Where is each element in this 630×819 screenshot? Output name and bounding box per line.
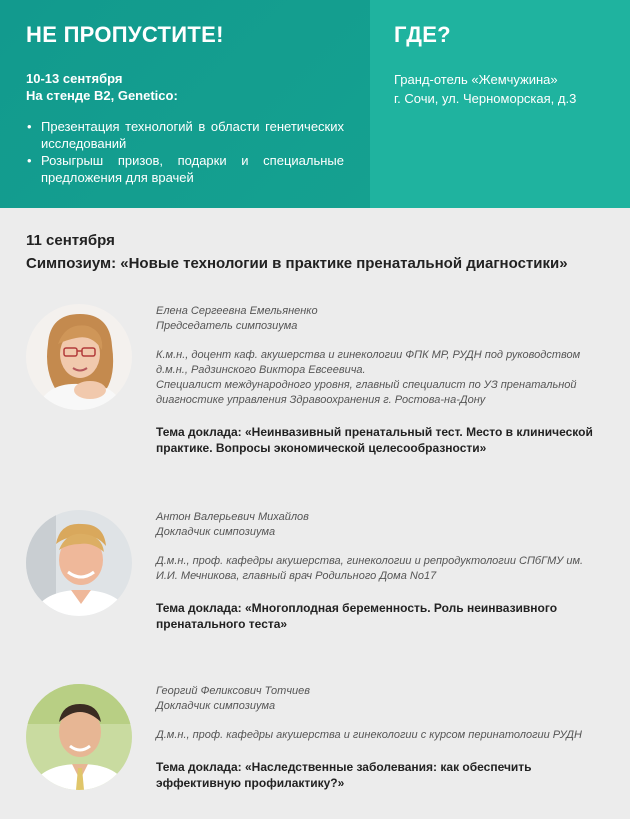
speaker-topic: Тема доклада: «Многоплодная беременность. Роль неинвазивного пренатального теста» [156, 601, 558, 631]
promo-booth: На стенде B2, Genetico: [26, 88, 178, 103]
symposium-header [26, 232, 616, 272]
symposium-title: Симпозиум: «Новые технологии в практике пренатальной диагностики» [26, 255, 568, 272]
speaker-bio: Специалист международного уровня, главный специалист по УЗ пренатальной диагностике управления Здравоохранения г. Ростова-на-Дону [156, 379, 577, 406]
where-hotel: Гранд-отель «Жемчужина» [394, 72, 558, 87]
speaker-bio: К.м.н., доцент каф. акушерства и гинекологии ФПК МР, РУДН под руководством д.м.н., Радзинского Виктора Евсеевича. [156, 349, 581, 376]
top-banner [0, 0, 630, 208]
speaker-topic: Тема доклада: «Неинвазивный пренатальный тест. Место в клинической практике. Вопросы экономической целесообразности» [156, 425, 593, 455]
promo-bullet: • Розыгрыш призов, подарки и специальные предложения для врачей [26, 152, 344, 186]
where-panel [370, 0, 630, 208]
speaker-photo [26, 684, 132, 790]
speaker-info [156, 684, 606, 791]
speaker-info [156, 304, 606, 456]
speaker-info [156, 510, 606, 632]
speaker-topic: Тема доклада: «Наследственные заболевания: как обеспечить эффективную профилактику?» [156, 760, 532, 790]
where-address: г. Сочи, ул. Черноморская, д.3 [394, 91, 577, 106]
speaker-role: Докладчик симпозиума [156, 700, 276, 712]
promo-title: НЕ ПРОПУСТИТЕ! [26, 22, 224, 47]
speaker-name: Георгий Феликсович Тотчиев [156, 685, 310, 697]
speaker-photo [26, 304, 132, 410]
promo-bullets [26, 118, 344, 186]
speaker-photo [26, 510, 132, 616]
speaker-role: Председатель симпозиума [156, 320, 298, 332]
speaker-role: Докладчик симпозиума [156, 526, 276, 538]
symposium-date: 11 сентября [26, 232, 115, 249]
speaker-bio: Д.м.н., проф. кафедры акушерства и гинекологии с курсом перинатологии РУДН [156, 729, 582, 741]
speaker-bio: Д.м.н., проф. кафедры акушерства, гинекологии и репродуктологии СПбГМУ им. И.И. Мечникова, главный врач Родильного Дома No17 [156, 555, 584, 582]
promo-panel [0, 0, 370, 208]
promo-bullet: • Презентация технологий в области генетических исследований [26, 118, 344, 152]
speaker-name: Антон Валерьевич Михайлов [156, 511, 309, 523]
promo-dates: 10-13 сентября [26, 71, 123, 86]
where-title: ГДЕ? [394, 22, 451, 47]
speaker-name: Елена Сергеевна Емельяненко [156, 305, 318, 317]
